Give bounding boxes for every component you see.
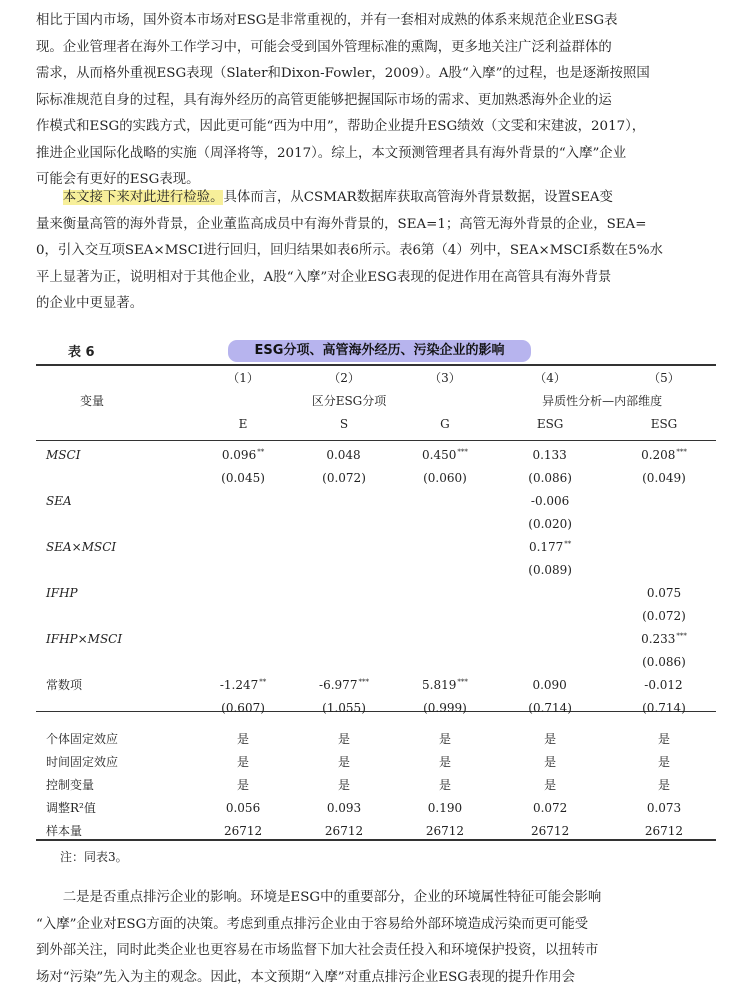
cell: 0.056 bbox=[225, 800, 261, 815]
se-cell: (0.607) bbox=[221, 700, 265, 715]
table-row bbox=[36, 389, 716, 412]
cell: 是 bbox=[237, 732, 250, 746]
text-line: 平上显著为正，说明相对于其他企业，A股“入摩”对企业ESG表现的促进作用在高管具有海外背景 bbox=[36, 269, 612, 285]
coef-cell: 0.233*** bbox=[641, 631, 687, 646]
coef-cell: -1.247** bbox=[219, 677, 267, 692]
var-name: 常数项 bbox=[46, 678, 83, 692]
cell: 26712 bbox=[223, 823, 263, 838]
se-cell: (0.045) bbox=[221, 470, 265, 485]
se-cell: (1.055) bbox=[322, 700, 366, 715]
text-line: 二是是否重点排污企业的影响。环境是ESG中的重要部分，企业的环境属性特征可能会影响 bbox=[62, 890, 602, 905]
coef-cell: 0.075 bbox=[646, 585, 682, 600]
table-title-row bbox=[36, 338, 716, 364]
coef-cell: 0.133 bbox=[532, 447, 567, 462]
row-label: 时间固定效应 bbox=[46, 755, 119, 769]
se-cell: (0.714) bbox=[642, 700, 686, 715]
coef-cell: 0.048 bbox=[326, 447, 361, 462]
cell: 是 bbox=[657, 755, 670, 769]
table-row bbox=[36, 535, 716, 558]
var-name: IFHP×MSCI bbox=[46, 631, 123, 646]
cell: 是 bbox=[544, 732, 557, 746]
paragraph-overseas-background bbox=[36, 8, 716, 194]
table-row bbox=[36, 750, 716, 773]
col-number: （5） bbox=[648, 371, 680, 385]
cell: 是 bbox=[237, 755, 250, 769]
table-row bbox=[36, 727, 716, 750]
text-line: 量来衡量高管的海外背景，企业董监高成员中有海外背景的，SEA=1；高管无海外背景的企业，SEA= bbox=[36, 216, 647, 232]
coef-cell: -0.006 bbox=[530, 493, 570, 508]
text-line: 场对“污染”先入为主的观念。因此，本文预期“入摩”对重点排污企业ESG表现的提升作用会 bbox=[36, 969, 576, 985]
text-line bbox=[36, 185, 716, 212]
col-number: （3） bbox=[429, 371, 461, 385]
table-row bbox=[36, 604, 716, 627]
text-line: 到外部关注，同时此类企业也更容易在市场监督下加大社会责任投入和环境保护投资，以扭转市 bbox=[36, 943, 599, 958]
text-line: 0，引入交互项SEA×MSCI进行回归，回归结果如表6所示。表6第（4）列中，SEA×MSCI系数在5%水 bbox=[36, 243, 663, 258]
table-row bbox=[36, 581, 716, 604]
regression-table bbox=[36, 366, 716, 842]
text-line: 可能会有更好的ESG表现。 bbox=[36, 172, 200, 187]
table-row bbox=[36, 696, 716, 719]
cell: 是 bbox=[544, 755, 557, 769]
row-label: 样本量 bbox=[46, 824, 83, 838]
text-line: “入摩”企业对ESG方面的决策。考虑到重点排污企业由于容易给外部环境造成污染而更可能受 bbox=[36, 916, 589, 932]
dep-var: ESG bbox=[650, 416, 678, 431]
col-number: （1） bbox=[227, 371, 259, 385]
text-segment: 具体而言，从CSMAR数据库获取高管海外背景数据，设置SEA变 bbox=[223, 190, 613, 205]
coef-cell: -6.977*** bbox=[319, 677, 369, 692]
var-name: SEA bbox=[46, 493, 72, 508]
cell: 是 bbox=[237, 778, 250, 792]
cell: 是 bbox=[438, 755, 451, 769]
text-line: 的企业中更显著。 bbox=[36, 296, 144, 311]
table-row bbox=[36, 627, 716, 650]
cell: 26712 bbox=[425, 823, 465, 838]
se-cell: (0.086) bbox=[528, 470, 572, 485]
paragraph-test-description bbox=[36, 185, 716, 318]
dep-var: ESG bbox=[536, 416, 564, 431]
cell: 是 bbox=[338, 732, 351, 746]
table-row bbox=[36, 796, 716, 819]
se-cell: (0.049) bbox=[642, 470, 686, 485]
cell: 0.073 bbox=[646, 800, 682, 815]
table-row bbox=[36, 466, 716, 489]
coef-cell: 0.208*** bbox=[641, 447, 687, 462]
cell: 0.093 bbox=[326, 800, 362, 815]
cell: 26712 bbox=[324, 823, 364, 838]
se-cell: (0.089) bbox=[528, 562, 572, 577]
table-row bbox=[36, 366, 716, 389]
cell: 是 bbox=[438, 778, 451, 792]
table-row bbox=[36, 673, 716, 696]
se-cell: (0.072) bbox=[642, 608, 686, 623]
se-cell: (0.086) bbox=[642, 654, 686, 669]
table-row bbox=[36, 650, 716, 673]
table-label: 表 6 bbox=[68, 345, 95, 360]
var-name: MSCI bbox=[46, 447, 81, 462]
coef-cell: 0.096** bbox=[221, 447, 265, 462]
dep-var: E bbox=[238, 416, 248, 431]
col-number: （4） bbox=[534, 371, 566, 385]
text-line: 需求，从而格外重视ESG表现（Slater和Dixon-Fowler，2009）。A股“入摩”的过程，也是逐渐按照国 bbox=[36, 66, 650, 81]
dep-var: G bbox=[440, 416, 450, 431]
cell: 是 bbox=[338, 755, 351, 769]
cell: 26712 bbox=[644, 823, 684, 838]
se-cell: (0.999) bbox=[423, 700, 467, 715]
var-name: SEA×MSCI bbox=[46, 539, 117, 554]
cell: 是 bbox=[544, 778, 557, 792]
table-row bbox=[36, 489, 716, 512]
se-cell: (0.060) bbox=[423, 470, 467, 485]
text-line: 现。企业管理者在海外工作学习中，可能会受到国外管理标准的熏陶，更多地关注广泛利益群体的 bbox=[36, 39, 612, 55]
col-number: （2） bbox=[328, 371, 360, 385]
table-row bbox=[36, 512, 716, 535]
coef-cell: 0.177** bbox=[528, 539, 572, 554]
row-label: 个体固定效应 bbox=[46, 732, 119, 746]
table-note: 注：同表3。 bbox=[60, 850, 128, 864]
paragraph-polluting-firms bbox=[36, 885, 716, 991]
text-line: 推进企业国际化战略的实施（周泽将等，2017）。综上，本文预测管理者具有海外背景的“入摩”企业 bbox=[36, 145, 627, 161]
dep-var: S bbox=[339, 416, 349, 431]
coef-cell: 0.450*** bbox=[422, 447, 468, 462]
se-cell: (0.072) bbox=[322, 470, 366, 485]
highlighted-text: 本文接下来对此进行检验。 bbox=[62, 190, 224, 205]
table-row bbox=[36, 412, 716, 435]
group-header: 异质性分析—内部维度 bbox=[542, 394, 663, 408]
table-row bbox=[36, 443, 716, 466]
cell: 0.190 bbox=[427, 800, 463, 815]
coef-cell: 0.090 bbox=[532, 677, 567, 692]
coef-cell: 5.819*** bbox=[422, 677, 468, 692]
group-header: 区分ESG分项 bbox=[311, 394, 387, 408]
table-row bbox=[36, 819, 716, 842]
cell: 是 bbox=[438, 732, 451, 746]
cell: 是 bbox=[657, 732, 670, 746]
coef-cell: -0.012 bbox=[644, 677, 683, 692]
se-cell: (0.714) bbox=[528, 700, 572, 715]
cell: 是 bbox=[338, 778, 351, 792]
row-label: 调整R²值 bbox=[46, 801, 96, 815]
cell: 是 bbox=[657, 778, 670, 792]
row-label: 控制变量 bbox=[46, 778, 95, 792]
table-row bbox=[36, 558, 716, 581]
table-caption: ESG分项、高管海外经历、污染企业的影响 bbox=[228, 340, 531, 362]
text-line: 际标准规范自身的过程，具有海外经历的高管更能够把握国际市场的需求、更加熟悉海外企业的运 bbox=[36, 92, 612, 108]
text-line: 作模式和ESG的实践方式，因此更可能“西为中用”，帮助企业提升ESG绩效（文雯和宋建波，2017）， bbox=[36, 119, 646, 134]
text-line: 相比于国内市场，国外资本市场对ESG是非常重视的，并有一套相对成熟的体系来规范企业ESG表 bbox=[36, 13, 618, 28]
table-row bbox=[36, 773, 716, 796]
se-cell: (0.020) bbox=[528, 516, 572, 531]
var-header: 变量 bbox=[80, 394, 105, 408]
cell: 0.072 bbox=[532, 800, 568, 815]
var-name: IFHP bbox=[46, 585, 78, 600]
cell: 26712 bbox=[531, 823, 570, 838]
